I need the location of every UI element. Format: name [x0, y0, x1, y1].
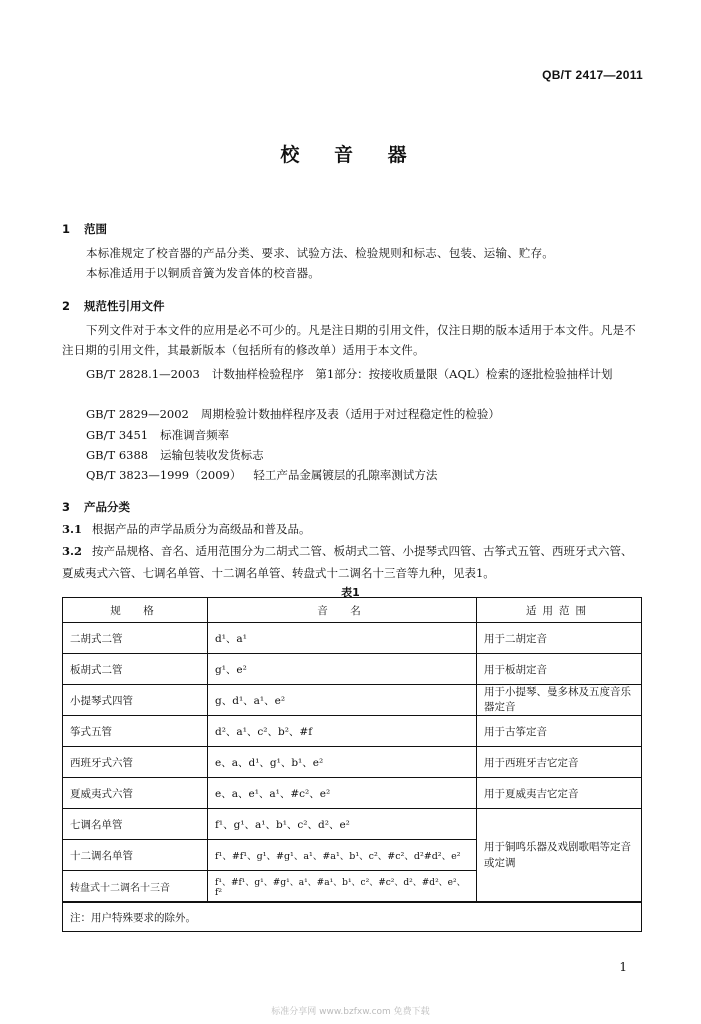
table-row: [63, 809, 642, 840]
scope-paragraph-1: 本标准规定了校音器的产品分类、要求、试验方法、检验规则和标志、包装、运输、贮存。: [86, 246, 554, 260]
ref-text: 运输包装收发货标志: [160, 448, 264, 462]
cell-usage: 用于板胡定音: [477, 654, 642, 685]
cell-spec: 七调名单管: [63, 809, 208, 840]
cell-spec: 二胡式二管: [63, 623, 208, 654]
cell-usage: 用于二胡定音: [477, 623, 642, 654]
cell-usage: 用于西班牙吉它定音: [477, 747, 642, 778]
ref-item: [86, 427, 229, 443]
ref-text: 标准调音频率: [160, 428, 230, 442]
cell-usage: 用于小提琴、曼多林及五度音乐器定音: [477, 685, 642, 716]
cell-notes: f¹、g¹、a¹、b¹、c²、d²、e²: [208, 809, 477, 840]
clause-text: 按产品规格、音名、适用范围分为二胡式二管、板胡式二管、小提琴式四管、古筝式五管、西班牙式六管、夏威夷式六管、七调名单管、十二调名单管、转盘式十二调名十三音等九种，见表1。: [62, 544, 633, 580]
header-spec: 规 格: [63, 598, 208, 623]
table-row: [63, 747, 642, 778]
section-title: 规范性引用文件: [84, 299, 165, 313]
clause-3-2: [62, 540, 642, 584]
section-3-heading: [62, 499, 130, 515]
cell-usage: 用于夏威夷吉它定音: [477, 778, 642, 809]
footer-watermark: 标准分享网 www.bzfxw.com 免费下载: [271, 1007, 430, 1017]
cell-spec: 筝式五管: [63, 716, 208, 747]
cell-notes: f¹、#f¹、g¹、#g¹、a¹、#a¹、b¹、c²、#c²、d²#d²、e²: [208, 840, 477, 871]
ref-text: 计数抽样检验程序 第1部分：按接收质量限（AQL）检索的逐批检验抽样计划: [211, 367, 613, 381]
ref-item: [86, 364, 642, 384]
ref-text: 周期检验计数抽样程序及表（适用于对过程稳定性的检验）: [200, 407, 500, 421]
standard-code: QB/T 2417—2011: [542, 68, 643, 82]
header-notes: 音 名: [208, 598, 477, 623]
cell-usage: 用于古筝定音: [477, 716, 642, 747]
ref-code: QB/T 3823—1999（2009）: [86, 468, 242, 482]
product-table: [62, 597, 642, 932]
document-title: 校 音 器: [280, 144, 421, 166]
clause-number: 3.1: [62, 522, 83, 536]
scope-paragraph-2: 本标准适用于以铜质音簧为发音体的校音器。: [86, 266, 320, 280]
cell-spec: 夏威夷式六管: [63, 778, 208, 809]
table-row: [63, 623, 642, 654]
cell-spec: 小提琴式四管: [63, 685, 208, 716]
section-1-heading: [62, 221, 107, 237]
ref-item: [86, 467, 437, 483]
table-row: [63, 778, 642, 809]
ref-code: GB/T 2828.1—2003: [86, 367, 200, 381]
cell-notes: e、a、e¹、a¹、#c²、e²: [208, 778, 477, 809]
ref-item: [86, 447, 264, 463]
section-title: 范围: [84, 222, 107, 236]
table-note-row: [63, 902, 642, 932]
cell-spec: 西班牙式六管: [63, 747, 208, 778]
section-title: 产品分类: [84, 500, 130, 514]
cell-notes: f¹、#f¹、g¹、#g¹、a¹、#a¹、b¹、c²、#c²、d²、#d²、e²、f²: [208, 871, 477, 903]
cell-notes: d¹、a¹: [208, 623, 477, 654]
ref-text: 轻工产品金属镀层的孔隙率测试方法: [253, 468, 438, 482]
section-number: 3: [62, 500, 71, 514]
page-number: 1: [619, 960, 627, 974]
clause-text: 根据产品的声学品质分为高级品和普及品。: [92, 522, 311, 536]
table-title: 表1: [341, 586, 360, 599]
section-number: 1: [62, 222, 71, 236]
cell-notes: e、a、d¹、g¹、b¹、e²: [208, 747, 477, 778]
table-row: [63, 685, 642, 716]
clause-number: 3.2: [62, 544, 83, 558]
ref-code: GB/T 2829—2002: [86, 407, 189, 421]
table-row: [63, 654, 642, 685]
cell-spec: 板胡式二管: [63, 654, 208, 685]
table-row: [63, 716, 642, 747]
clause-3-1: [62, 518, 642, 540]
section-2-heading: [62, 298, 165, 314]
cell-notes: g¹、e²: [208, 654, 477, 685]
table-note: 注：用户特殊要求的除外。: [63, 902, 642, 932]
ref-item: [86, 406, 500, 422]
cell-notes: g、d¹、a¹、e²: [208, 685, 477, 716]
ref-code: GB/T 6388: [86, 448, 149, 462]
table-header-row: [63, 598, 642, 623]
ref-code: GB/T 3451: [86, 428, 149, 442]
cell-spec: 十二调名单管: [63, 840, 208, 871]
section-number: 2: [62, 299, 71, 313]
cell-usage-merged: 用于铜鸣乐器及戏剧歌唱等定音或定调: [477, 809, 642, 903]
refs-intro: 下列文件对于本文件的应用是必不可少的。凡是注日期的引用文件，仅注日期的版本适用于本文件。凡是不注日期的引用文件，其最新版本（包括所有的修改单）适用于本文件。: [62, 323, 636, 357]
header-usage: 适用范围: [477, 598, 642, 623]
cell-spec: 转盘式十二调名十三音: [63, 871, 208, 903]
cell-notes: d²、a¹、c²、b²、#f: [208, 716, 477, 747]
